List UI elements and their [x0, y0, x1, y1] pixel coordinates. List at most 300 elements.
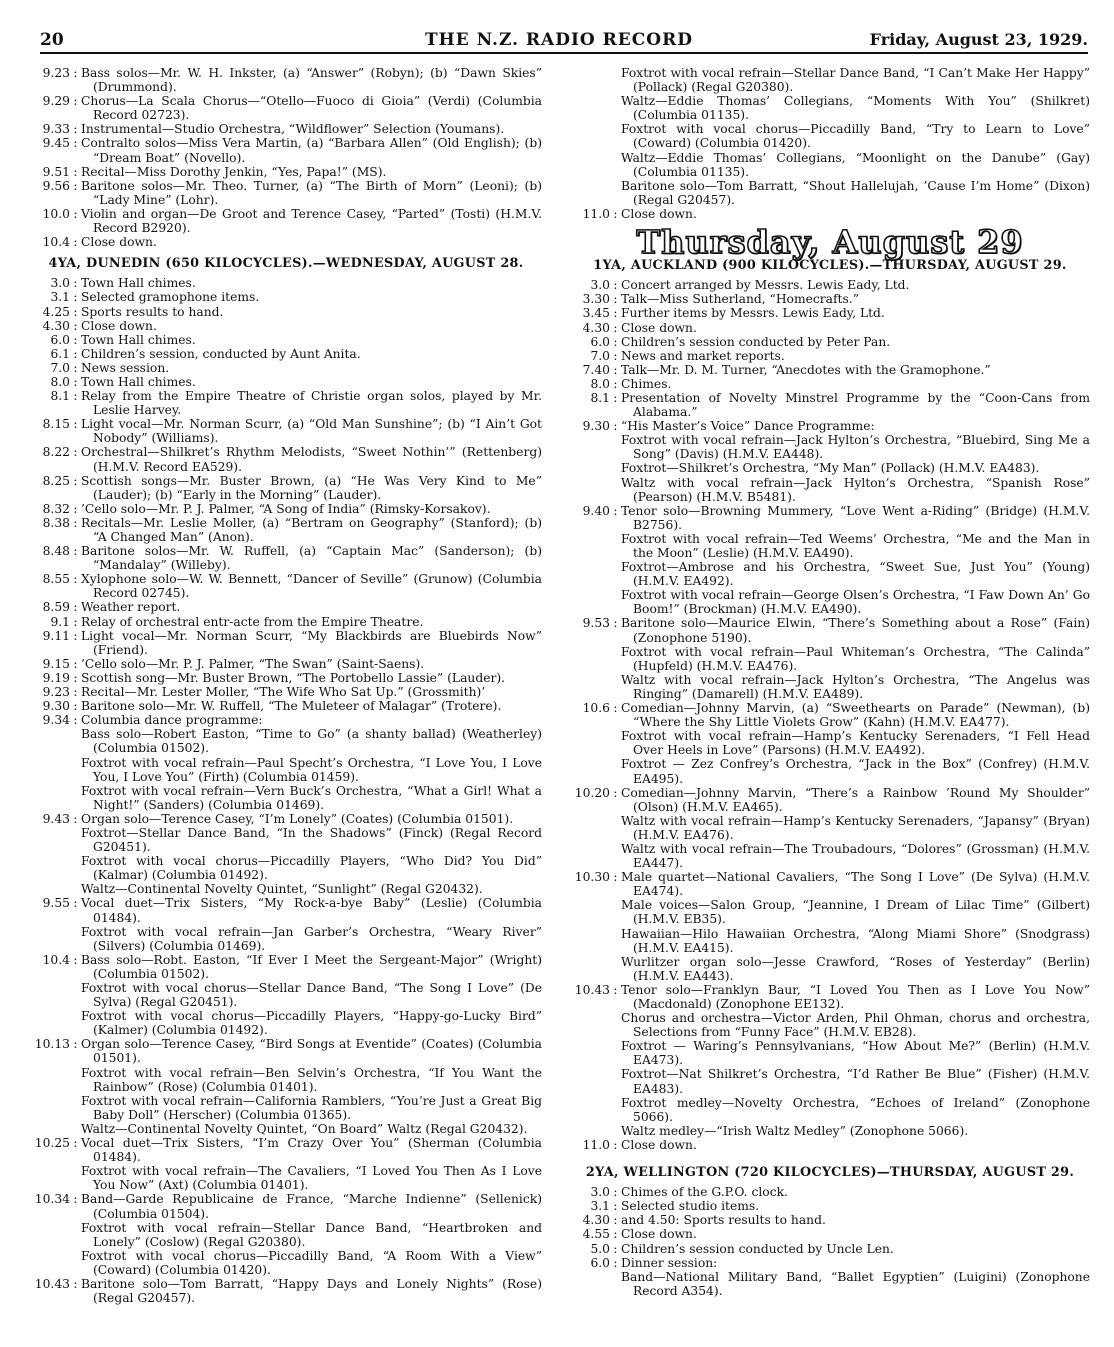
entry-time: 10.43 [574, 982, 610, 997]
programme-entry [570, 1256, 1090, 1270]
entry-text: Instrumental—Studio Orchestra, “Wildflower” Selection (Youmans). [81, 122, 505, 137]
entry-text: Town Hall chimes. [81, 332, 196, 347]
time-separator: : [73, 896, 78, 911]
station-heading-4ya: 4YA, DUNEDIN (650 KILOCYCLES).—WEDNESDAY, AUGUST 28. [48, 256, 524, 272]
entry-time: 9.1 [50, 614, 70, 629]
entry-text: News and market reports. [621, 348, 785, 363]
right-column [570, 66, 1090, 1298]
entry-time: 6.0 [50, 332, 70, 347]
programme-entry [30, 375, 542, 389]
time-separator: : [73, 473, 78, 488]
entry-text: Selected studio items. [621, 1199, 760, 1214]
entry-text: and 4.50: Sports results to hand. [621, 1213, 826, 1228]
time-separator: : [73, 685, 78, 700]
time-separator: : [613, 1241, 618, 1256]
time-separator: : [613, 306, 618, 321]
programme-entry [30, 812, 542, 826]
programme-entry [570, 207, 1090, 221]
programme-entry [30, 713, 542, 727]
programme-entry [30, 699, 542, 713]
programme-sub-item: Foxtrot with vocal refrain—The Cavaliers, “I Loved You Then As I Love You Now” (Axt) (Columbia 01401). [81, 1164, 542, 1193]
programme-entry [30, 685, 542, 699]
programme-entry [30, 66, 542, 94]
programme-entry [30, 896, 542, 924]
entry-text: Baritone solo—Mr. W. Ruffell, “The Muleteer of Malagar” (Trotere). [81, 699, 502, 714]
time-separator: : [73, 374, 78, 389]
time-separator: : [73, 699, 78, 714]
time-separator: : [73, 66, 78, 80]
entry-time: 8.59 [42, 600, 70, 615]
entry-text: Comedian—Johnny Marvin, (a) “Sweethearts on Parade” (Newman), (b) “Where the Shy Little Violets Grow” (Kahn) (H.M.V. EA477). [621, 701, 1090, 730]
entry-time: 8.15 [42, 417, 70, 432]
time-separator: : [613, 982, 618, 997]
programme-sub-item: Foxtrot with vocal refrain—Vern Buck’s Orchestra, “What a Girl! What a Night!” (Sanders) (Columbia 01469). [81, 783, 542, 812]
programme-entry [30, 671, 542, 685]
programme-sub-item: Foxtrot with vocal refrain—Ted Weems’ Orchestra, “Me and the Man in the Moon” (Leslie) (H.M.V. EA490). [621, 531, 1090, 560]
entry-time: 9.56 [42, 178, 70, 193]
programme-sub-item: Waltz with vocal refrain—Jack Hylton’s Orchestra, “The Angelus was Ringing” (Damarell) (H.M.V. EA489). [621, 672, 1090, 701]
programme-entry [570, 1199, 1090, 1213]
entry-text: Recital—Mr. Lester Moller, “The Wife Who Sat Up.” (Grossmith)’ [81, 685, 486, 700]
entry-time: 10.25 [34, 1136, 70, 1151]
programme-entry [570, 504, 1090, 532]
entry-text: Baritone solos—Mr. Theo. Turner, (a) “The Birth of Morn” (Leoni); (b) “Lady Mine” (Lohr). [81, 178, 542, 207]
dunedin-programme [30, 276, 542, 1305]
programme-sub-item: Foxtrot with vocal chorus—Piccadilly Players, “Who Did? You Did” (Kalmar) (Columbia 01492). [81, 854, 542, 883]
time-separator: : [73, 670, 78, 685]
time-separator: : [73, 614, 78, 629]
issue-date: Friday, August 23, 1929. [869, 30, 1088, 49]
time-separator: : [73, 445, 78, 460]
programme-entry [30, 347, 542, 361]
entry-time: 8.1 [50, 389, 70, 404]
entry-text: Band—Garde Republicaine de France, “Marche Indienne” (Sellenick) (Columbia 01504). [81, 1192, 542, 1221]
programme-sub-item: Waltz with vocal refrain—The Troubadours, “Dolores” (Grossman) (H.M.V. EA447). [621, 841, 1090, 871]
programme-entry [570, 349, 1090, 363]
entry-text: Concert arranged by Messrs. Lewis Eady, Ltd. [621, 278, 910, 293]
programme-sub-item: Foxtrot with vocal refrain—Paul Whiteman’s Orchestra, “The Calinda” (Hupfeld) (H.M.V. EA476). [621, 644, 1090, 673]
entry-text: News session. [81, 360, 170, 375]
entry-text: Presentation of Novelty Minstrel Programme by the “Coon-Cans from Alabama.” [621, 390, 1090, 420]
entry-text: Close down. [621, 1227, 697, 1242]
programme-entry [570, 1227, 1090, 1241]
entry-text: Relay from the Empire Theatre of Christie organ solos, played by Mr. Leslie Harvey. [81, 389, 542, 418]
programme-entry [570, 278, 1090, 292]
page-header [40, 28, 1088, 54]
programme-sub-item: Foxtrot with vocal refrain—Paul Specht’s Orchestra, “I Love You, I Love You, I Love You” (Firth) (Columbia 01459). [81, 755, 542, 784]
entry-time: 8.38 [42, 515, 70, 530]
time-separator: : [73, 389, 78, 404]
programme-sub-item: Foxtrot — Zez Confrey’s Orchestra, “Jack in the Box” (Confrey) (H.M.V. EA495). [621, 757, 1090, 786]
time-separator: : [73, 178, 78, 193]
entry-time: 9.19 [42, 670, 70, 685]
programme-sub-item: Foxtrot medley—Novelty Orchestra, “Echoes of Ireland” (Zonophone 5066). [621, 1095, 1090, 1124]
programme-sub-item: Foxtrot—Ambrose and his Orchestra, “Sweet Sue, Just You” (Young) (H.M.V. EA492). [621, 560, 1090, 589]
entry-text: Organ solo—Terence Casey, “I’m Lonely” (Coates) (Columbia 01501). [81, 811, 514, 826]
programme-sub-item: Waltz—Continental Novelty Quintet, “Sunlight” (Regal G20432). [81, 882, 483, 897]
time-separator: : [613, 503, 618, 518]
programme-entry [30, 290, 542, 304]
time-separator: : [73, 164, 78, 179]
time-separator: : [73, 304, 78, 319]
station-heading-2ya: 2YA, WELLINGTON (720 KILOCYCLES)—THURSDAY, AUGUST 29. [585, 1165, 1075, 1181]
programme-sub-item: Foxtrot with vocal refrain—California Ramblers, “You’re Just a Great Big Baby Doll” (Herscher) (Columbia 01365). [81, 1093, 542, 1122]
entry-text: Chorus—La Scala Chorus—“Otello—Fuoco di Gioia” (Verdi) (Columbia Record 02723). [81, 94, 542, 123]
programme-entry [570, 1185, 1090, 1199]
entry-time: 10.43 [34, 1276, 70, 1291]
left-column [30, 66, 542, 1305]
time-separator: : [73, 235, 78, 250]
time-separator: : [73, 332, 78, 347]
programme-sub-item: Wurlitzer organ solo—Jesse Crawford, “Roses of Yesterday” (Berlin) (H.M.V. EA443). [621, 954, 1090, 983]
entry-text: Baritone solo—Maurice Elwin, “There’s Something about a Rose” (Fain) (Zonophone 5190). [621, 616, 1090, 645]
programme-entry [30, 1277, 542, 1305]
entry-time: 8.48 [42, 544, 70, 559]
programme-entry [30, 1192, 542, 1220]
programme-entry [30, 572, 542, 600]
time-separator: : [73, 628, 78, 643]
programme-entry [30, 235, 542, 249]
day-heading: Thursday, August 29 [636, 223, 1024, 262]
time-separator: : [73, 713, 78, 728]
programme-entry [30, 94, 542, 122]
entry-time: 8.1 [590, 390, 610, 405]
entry-text: Further items by Messrs. Lewis Eady, Ltd. [621, 306, 885, 321]
programme-sub-item: Waltz medley—“Irish Waltz Medley” (Zonophone 5066). [621, 1123, 969, 1138]
entry-text: Chimes of the G.P.O. clock. [621, 1185, 788, 1200]
programme-sub-item: Waltz with vocal refrain—Hamp’s Kentucky Serenaders, “Japansy” (Bryan) (H.M.V. EA476). [621, 813, 1090, 842]
programme-sub-item: Foxtrot with vocal refrain—Stellar Dance Band, “Heartbroken and Lonely” (Coslow) (Regal G20380). [81, 1220, 542, 1249]
time-separator: : [73, 360, 78, 375]
programme-entry [30, 502, 542, 516]
entry-text: Bass solos—Mr. W. H. Inkster, (a) “Answer” (Robyn); (b) “Dawn Skies” (Drummond). [81, 66, 542, 95]
programme-entry [570, 1138, 1090, 1152]
entry-time: 9.53 [582, 616, 610, 631]
entry-text: Recital—Miss Dorothy Jenkin, “Yes, Papa!” (MS). [81, 164, 387, 179]
entry-text: Scottish songs—Mr. Buster Brown, (a) “He Was Very Kind to Me” (Lauder); (b) “Early in the Morning” (Lauder). [81, 473, 542, 502]
programme-sub-item: Foxtrot with vocal chorus—Stellar Dance Band, “The Song I Love” (De Sylva) (Regal G20451). [81, 981, 542, 1010]
time-separator: : [73, 206, 78, 221]
programme-sub-item: Foxtrot with vocal chorus—Piccadilly Players, “Happy-go-Lucky Bird” (Kalmer) (Columbia 01492). [81, 1009, 542, 1038]
entry-time: 9.51 [42, 164, 70, 179]
entry-time: 9.29 [42, 94, 70, 109]
entry-text: Tenor solo—Browning Mummery, “Love Went a-Riding” (Bridge) (H.M.V. B2756). [621, 503, 1090, 532]
time-separator: : [613, 616, 618, 631]
programme-sub-item: Waltz—Continental Novelty Quintet, “On Board” Waltz (Regal G20432). [81, 1121, 528, 1136]
programme-entry [30, 516, 542, 544]
entry-text: Children’s session conducted by Peter Pan. [621, 334, 891, 349]
programme-sub-item: Foxtrot with vocal chorus—Piccadilly Band, “Try to Learn to Love” (Coward) (Columbia 01420). [621, 122, 1090, 151]
entry-time: 3.1 [590, 1199, 610, 1214]
time-separator: : [613, 701, 618, 716]
time-separator: : [613, 334, 618, 349]
programme-entry [570, 870, 1090, 898]
entry-text: Xylophone solo—W. W. Bennett, “Dancer of Seville” (Grunow) (Columbia Record 02745). [81, 572, 542, 601]
entry-time: 8.22 [42, 445, 70, 460]
entry-time: 3.45 [582, 306, 610, 321]
entry-time: 10.20 [574, 785, 610, 800]
programme-entry [30, 953, 542, 981]
programme-sub-item: Foxtrot with vocal refrain—Ben Selvin’s Orchestra, “If You Want the Rainbow” (Rose) (Columbia 01401). [81, 1065, 542, 1094]
entry-time: 9.45 [42, 136, 70, 151]
entry-text: Close down. [621, 1137, 697, 1152]
programme-entry [30, 1037, 542, 1065]
entry-time: 9.33 [42, 122, 70, 137]
entry-text: Contralto solos—Miss Vera Martin, (a) “Barbara Allen” (Old English); (b) “Dream Boat” (Novello). [81, 136, 542, 165]
entry-text: Town Hall chimes. [81, 374, 196, 389]
time-separator: : [613, 1137, 618, 1152]
entry-text: Tenor solo—Franklyn Baur, “I Loved You Then as I Love You Now” (Macdonald) (Zonophone EE132). [621, 982, 1090, 1011]
programme-sub-item: Foxtrot—Stellar Dance Band, “In the Shadows” (Finck) (Regal Record G20451). [81, 825, 542, 855]
programme-entry [30, 165, 542, 179]
programme-entry [30, 445, 542, 473]
entry-text: Close down. [81, 318, 157, 333]
time-separator: : [613, 376, 618, 391]
programme-entry [570, 983, 1090, 1011]
page-number: 20 [40, 30, 64, 50]
programme-sub-item: Foxtrot with vocal refrain—Jack Hylton’s Orchestra, “Bluebird, Sing Me a Song” (Davis) (H.M.V. EA448). [621, 433, 1090, 462]
entry-text: Organ solo—Terence Casey, “Bird Songs at Eventide” (Coates) (Columbia 01501). [81, 1037, 542, 1066]
programme-entry [570, 377, 1090, 391]
time-separator: : [613, 278, 618, 293]
time-separator: : [613, 1185, 618, 1200]
entry-time: 4.25 [42, 304, 70, 319]
entry-time: 7.0 [50, 360, 70, 375]
time-separator: : [73, 417, 78, 432]
time-separator: : [613, 1255, 618, 1270]
entry-time: 9.15 [42, 656, 70, 671]
entry-text: Recitals—Mr. Leslie Moller, (a) “Bertram on Geography” (Stanford); (b) “A Changed Man” (Anon). [81, 515, 542, 544]
time-separator: : [613, 362, 618, 377]
time-separator: : [73, 600, 78, 615]
programme-entry [570, 701, 1090, 729]
time-separator: : [73, 318, 78, 333]
wellington-programme [570, 1185, 1090, 1298]
programme-entry [570, 419, 1090, 433]
entry-text: Relay of orchestral entr-acte from the Empire Theatre. [81, 614, 424, 629]
entry-text: Close down. [81, 235, 157, 250]
entry-text: Chimes. [621, 376, 672, 391]
entry-time: 9.34 [42, 713, 70, 728]
time-separator: : [73, 1037, 78, 1052]
entry-time: 6.0 [590, 334, 610, 349]
time-separator: : [73, 656, 78, 671]
time-separator: : [73, 136, 78, 151]
entry-time: 3.0 [590, 1185, 610, 1200]
time-separator: : [73, 1136, 78, 1151]
programme-entry [30, 319, 542, 333]
programme-entry [30, 305, 542, 319]
entry-time: 10.13 [34, 1037, 70, 1052]
time-separator: : [613, 292, 618, 307]
entry-time: 8.32 [42, 501, 70, 516]
time-separator: : [613, 390, 618, 405]
programme-sub-item: Foxtrot — Waring’s Pennsylvanians, “How About Me?” (Berlin) (H.M.V. EA473). [621, 1039, 1090, 1068]
entry-time: 3.0 [50, 276, 70, 291]
programme-entry [30, 474, 542, 502]
programme-sub-item: Foxtrot with vocal chorus—Piccadilly Band, “A Room With a View” (Coward) (Columbia 01420). [81, 1248, 542, 1277]
time-separator: : [613, 870, 618, 885]
entry-time: 10.6 [582, 701, 610, 716]
programme-entry [30, 207, 542, 235]
entry-text: Weather report. [81, 600, 181, 615]
entry-text: Comedian—Johnny Marvin, “There’s a Rainbow ’Round My Shoulder” (Olson) (H.M.V. EA465). [621, 785, 1090, 814]
entry-time: 4.30 [42, 318, 70, 333]
programme-sub-item: Waltz—Eddie Thomas’ Collegians, “Moments With You” (Shilkret) (Columbia 01135). [621, 94, 1090, 123]
programme-entry [30, 122, 542, 136]
time-separator: : [73, 346, 78, 361]
programme-sub-item: Foxtrot with vocal refrain—George Olsen’s Orchestra, “I Faw Down An’ Go Boom!” (Brockman) (H.M.V. EA490). [621, 588, 1090, 617]
entry-time: 4.30 [582, 1213, 610, 1228]
entry-text: Scottish song—Mr. Buster Brown, “The Portobello Lassie” (Lauder). [81, 670, 506, 685]
time-separator: : [613, 1227, 618, 1242]
programme-entry [570, 306, 1090, 320]
programme-entry [30, 615, 542, 629]
time-separator: : [613, 1199, 618, 1214]
programme-entry [570, 616, 1090, 644]
programme-sub-item: Chorus and orchestra—Victor Arden, Phil Ohman, chorus and orchestra, Selections from “Funny Face” (H.M.V. EB28). [621, 1011, 1090, 1040]
entry-text: Talk—Miss Sutherland, “Homecrafts.” [621, 292, 859, 307]
programme-entry [30, 1136, 542, 1164]
entry-time: 6.0 [590, 1255, 610, 1270]
entry-time: 9.43 [42, 811, 70, 826]
entry-time: 9.23 [42, 685, 70, 700]
time-separator: : [613, 320, 618, 335]
publication-title: THE N.Z. RADIO RECORD [425, 30, 693, 50]
entry-time: 9.11 [42, 628, 70, 643]
programme-entry [570, 1242, 1090, 1256]
entry-time: 8.0 [590, 376, 610, 391]
programme-entry [30, 136, 542, 164]
entry-time: 9.30 [42, 699, 70, 714]
entry-text: Children’s session, conducted by Aunt Anita. [81, 346, 361, 361]
programme-entry [30, 333, 542, 347]
entry-text: Children’s session conducted by Uncle Len. [621, 1241, 894, 1256]
time-separator: : [73, 122, 78, 137]
time-separator: : [73, 276, 78, 291]
entry-text: Dinner session: [621, 1255, 718, 1270]
time-separator: : [73, 94, 78, 109]
entry-text: ’Cello solo—Mr. P. J. Palmer, “The Swan” (Saint-Saens). [81, 656, 425, 671]
entry-text: Vocal duet—Trix Sisters, “My Rock-a-bye Baby” (Leslie) (Columbia 01484). [81, 896, 542, 925]
entry-text: Vocal duet—Trix Sisters, “I’m Crazy Over You” (Sherman (Columbia 01484). [81, 1136, 542, 1165]
programme-sub-item: Foxtrot with vocal refrain—Jan Garber’s Orchestra, “Weary River” (Silvers) (Columbia 01469). [81, 924, 542, 953]
entry-time: 4.55 [582, 1227, 610, 1242]
programme-entry [570, 786, 1090, 814]
programme-sub-item: Band—National Military Band, “Ballet Egyptien” (Luigini) (Zonophone Record A354). [621, 1269, 1090, 1298]
entry-time: 9.30 [582, 419, 610, 434]
time-separator: : [613, 348, 618, 363]
programme-entry [570, 1213, 1090, 1227]
entry-text: Talk—Mr. D. M. Turner, “Anecdotes with the Gramophone.” [621, 362, 991, 377]
entry-time: 3.30 [582, 292, 610, 307]
entry-time: 10.4 [42, 952, 70, 967]
programme-entry [570, 321, 1090, 335]
programme-entry [30, 600, 542, 614]
time-separator: : [73, 811, 78, 826]
programme-entry [30, 544, 542, 572]
time-separator: : [73, 544, 78, 559]
time-separator: : [73, 290, 78, 305]
programme-entry [30, 179, 542, 207]
entry-time: 7.40 [582, 362, 610, 377]
entry-time: 10.34 [34, 1192, 70, 1207]
programme-entry [30, 417, 542, 445]
time-separator: : [73, 1192, 78, 1207]
entry-text: Violin and organ—De Groot and Terence Casey, “Parted” (Tosti) (H.M.V. Record B2920). [81, 206, 542, 236]
entry-time: 10.30 [574, 870, 610, 885]
programme-entry [570, 391, 1090, 419]
entry-time: 10.4 [42, 235, 70, 250]
entry-text: Columbia dance programme: [81, 713, 263, 728]
entry-text: Baritone solos—Mr. W. Ruffell, (a) “Captain Mac” (Sanderson); (b) “Mandalay” (Willeby). [81, 544, 542, 573]
left-top-entries [30, 66, 542, 249]
entry-text: Town Hall chimes. [81, 276, 196, 291]
entry-text: Close down. [621, 206, 697, 221]
station-heading-1ya: 1YA, AUCKLAND (900 KILOCYCLES).—THURSDAY, AUGUST 29. [593, 258, 1067, 274]
entry-time: 9.23 [42, 66, 70, 80]
entry-time: 4.30 [582, 320, 610, 335]
entry-time: 3.0 [590, 278, 610, 293]
programme-sub-item: Male voices—Salon Group, “Jeannine, I Dream of Lilac Time” (Gilbert) (H.M.V. EB35). [621, 898, 1090, 927]
entry-text: Male quartet—National Cavaliers, “The Song I Love” (De Sylva) (H.M.V. EA474). [621, 870, 1090, 899]
auckland-programme [570, 278, 1090, 1152]
programme-sub-item: Bass solo—Robert Easton, “Time to Go” (a shanty ballad) (Weatherley) (Columbia 01502). [81, 727, 542, 756]
entry-text: Light vocal—Mr. Norman Scurr, “My Blackbirds are Bluebirds Now” (Friend). [81, 628, 542, 657]
right-top-entries [570, 66, 1090, 221]
programme-sub-item: Waltz—Eddie Thomas’ Collegians, “Moonlight on the Danube” (Gay) (Columbia 01135). [621, 150, 1090, 179]
entry-time: 8.25 [42, 473, 70, 488]
entry-text: Bass solo—Robt. Easton, “If Ever I Meet the Sergeant-Major” (Wright) (Columbia 01502). [81, 952, 542, 981]
programme-entry [570, 363, 1090, 377]
programme-sub-item: Foxtrot—Shilkret’s Orchestra, “My Man” (Pollack) (H.M.V. EA483). [621, 461, 1040, 476]
entry-time: 11.0 [582, 1137, 610, 1152]
entry-text: Baritone solo—Tom Barratt, “Happy Days and Lonely Nights” (Rose) (Regal G20457). [81, 1276, 542, 1306]
entry-text: ’Cello solo—Mr. P. J. Palmer, “A Song of India” (Rimsky-Korsakov). [81, 501, 491, 516]
time-separator: : [613, 206, 618, 221]
programme-sub-item: Foxtrot with vocal refrain—Stellar Dance Band, “I Can’t Make Her Happy” (Pollack) (Regal G20380). [621, 66, 1090, 95]
entry-time: 6.1 [50, 346, 70, 361]
entry-text: Selected gramophone items. [81, 290, 260, 305]
entry-text: Light vocal—Mr. Norman Scurr, (a) “Old Man Sunshine”; (b) “I Ain’t Got Nobody” (Williams). [81, 417, 542, 446]
entry-time: 8.0 [50, 374, 70, 389]
entry-text: “His Master’s Voice” Dance Programme: [621, 419, 875, 434]
entry-time: 9.55 [42, 896, 70, 911]
time-separator: : [613, 1213, 618, 1228]
entry-text: Close down. [621, 320, 697, 335]
programme-entry [30, 629, 542, 657]
time-separator: : [613, 419, 618, 434]
entry-time: 5.0 [590, 1241, 610, 1256]
programme-sub-item: Foxtrot with vocal refrain—Hamp’s Kentucky Serenaders, “I Fell Head Over Heels in Love” (Parsons) (H.M.V. EA492). [621, 729, 1090, 758]
programme-sub-item: Hawaiian—Hilo Hawaiian Orchestra, “Along Miami Shore” (Snodgrass) (H.M.V. EA415). [621, 926, 1090, 955]
time-separator: : [73, 572, 78, 587]
time-separator: : [613, 785, 618, 800]
entry-time: 11.0 [582, 206, 610, 221]
time-separator: : [73, 1276, 78, 1291]
entry-text: Sports results to hand. [81, 304, 224, 319]
time-separator: : [73, 501, 78, 516]
programme-entry [30, 389, 542, 417]
entry-time: 3.1 [50, 290, 70, 305]
programme-entry [30, 657, 542, 671]
programme-entry [570, 335, 1090, 349]
entry-time: 9.40 [582, 503, 610, 518]
programme-entry [30, 361, 542, 375]
time-separator: : [73, 515, 78, 530]
time-separator: : [73, 952, 78, 967]
entry-time: 10.0 [42, 206, 70, 221]
